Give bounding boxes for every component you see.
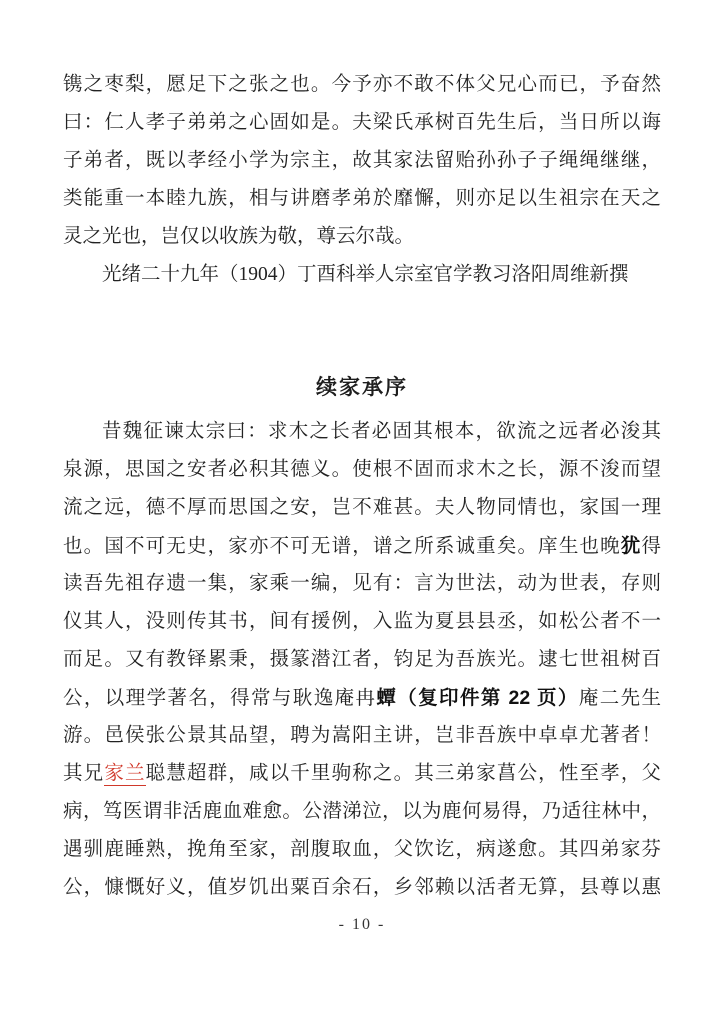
text-line: 类能重一本睦九族，相与讲磨孝弟於靡懈，则亦足以生祖宗在天之: [63, 188, 661, 209]
text-line: 公，慷慨好义，值岁饥出粟百余石，乡邻赖以活者无算，县尊以惠: [63, 877, 661, 898]
text-line: 流之远，德不厚而思国之安，岂不难甚。夫人物同情也，家国一理: [63, 497, 661, 518]
text-line: [63, 679, 661, 717]
text-line: 昔魏征谏太宗曰：求木之长者必固其根本，欲流之远者必浚其: [102, 421, 661, 442]
text-line: 病，笃医谓非活鹿血难愈。公潜涕泣，以为鹿何易得，乃适往林中，: [63, 801, 661, 822]
text-segment: 其兄: [63, 763, 105, 784]
section-heading: 续家承序: [316, 375, 408, 399]
signature-line: 光绪二十九年（1904）丁酉科举人宗室官学教习洛阳周维新撰: [102, 264, 629, 285]
text-line: 而足。又有教铎累秉，摄篆潜江者，钧足为吾族光。逮七世祖树百: [63, 649, 661, 670]
red-underlined-name: 家兰: [104, 763, 146, 784]
text-line: [63, 755, 661, 793]
text-line: 读吾先祖存遗一集，家乘一编，见有：言为世法，动为世表，存则: [63, 573, 661, 594]
text-line: 曰：仁人孝子弟弟之心固如是。夫梁氏承树百先生后，当日所以诲: [63, 112, 661, 133]
text-segment: 也。国不可无史，家亦不可无谱，谱之所系诚重矣。庠生也晚: [63, 536, 621, 557]
bold-text-segment: 犹: [620, 535, 642, 557]
text-line: 镌之枣梨，愿足下之张之也。今予亦不敢不体父兄心而已，予奋然: [63, 74, 661, 95]
text-line: 遇驯鹿睡熟，挽角至家，剖腹取血，父饮讫，病遂愈。其四弟家芬: [63, 839, 661, 860]
preface-paragraph: [63, 66, 661, 294]
text-line: [63, 527, 661, 565]
text-segment: 得: [641, 536, 661, 557]
bold-annotation-segment: 蟫（复印件第 22 页）: [376, 687, 579, 709]
text-line: 游。邑侯张公景其品望，聘为嵩阳主讲，岂非吾族中卓卓尤著者！: [63, 725, 661, 746]
text-segment: 聪慧超群，咸以千里驹称之。其三弟家菖公，性至孝，父: [145, 763, 661, 784]
section-paragraph: [63, 413, 661, 907]
page-number: - 10 -: [338, 916, 386, 933]
text-line: 子弟者，既以孝经小学为宗主，故其家法留贻孙孙子子绳绳继继，: [63, 150, 661, 171]
text-line: 仪其人，没则传其书，间有援例，入监为夏县县丞，如松公者不一: [63, 611, 661, 632]
text-line: 灵之光也，岂仅以收族为敬，尊云尔哉。: [63, 226, 415, 247]
text-segment: 公，以理学著名，得常与耿逸庵冉: [63, 688, 377, 709]
text-segment: 庵二先生: [578, 688, 661, 709]
text-line: 泉源，思国之安者必积其德义。使根不固而求木之长，源不浚而望: [63, 459, 661, 480]
